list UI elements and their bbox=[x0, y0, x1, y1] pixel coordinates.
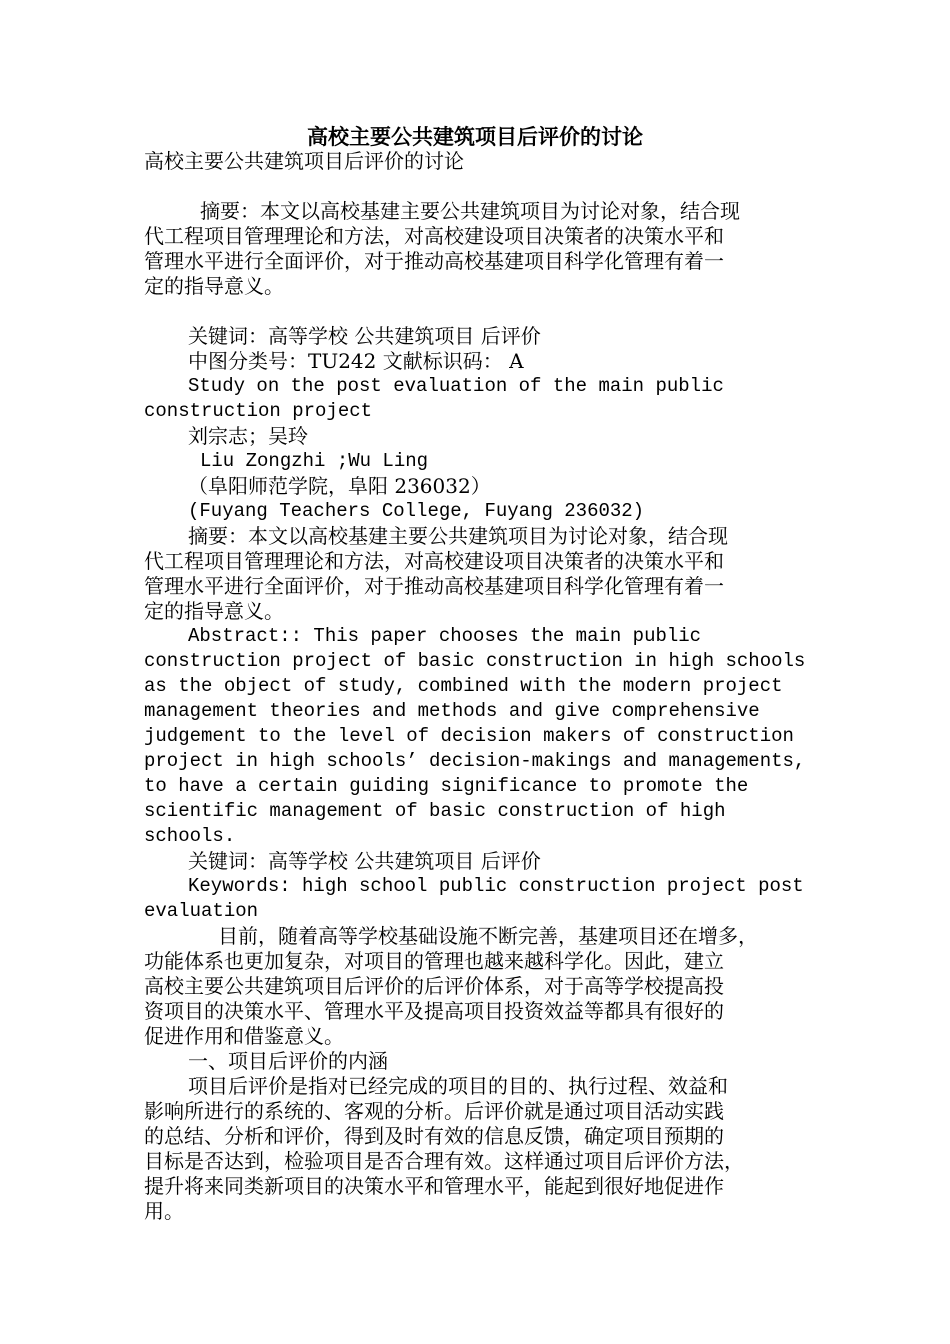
body-paragraph-line: 高校主要公共建筑项目后评价的后评价体系，对于高等学校提高投 bbox=[144, 974, 724, 998]
english-abstract-line: Abstract:: This paper chooses the main public bbox=[188, 625, 702, 647]
english-title-line: construction project bbox=[144, 400, 373, 422]
english-title-line: Study on the post evaluation of the main public bbox=[188, 375, 724, 397]
affiliation-english-line: (Fuyang Teachers College, Fuyang 236032) bbox=[188, 500, 645, 522]
body-paragraph-line: 提升将来同类新项目的决策水平和管理水平，能起到很好地促进作 bbox=[144, 1174, 724, 1198]
subtitle-line: 高校主要公共建筑项目后评价的讨论 bbox=[144, 149, 464, 173]
english-abstract-line: construction project of basic construction in high schools bbox=[144, 650, 806, 672]
english-keywords-line: Keywords: high school public construction project post bbox=[188, 875, 804, 897]
english-abstract-line: project in high schools’ decision-makings and managements, bbox=[144, 750, 806, 772]
body-paragraph-line: 用。 bbox=[144, 1199, 184, 1223]
keywords-line: 关键词：高等学校 公共建筑项目 后评价 bbox=[188, 849, 541, 873]
english-abstract-line: management theories and methods and give comprehensive bbox=[144, 700, 760, 722]
body-paragraph-line: 项目后评价是指对已经完成的项目的目的、执行过程、效益和 bbox=[188, 1074, 728, 1098]
document-title: 高校主要公共建筑项目后评价的讨论 bbox=[307, 124, 643, 149]
body-paragraph-line: 目标是否达到，检验项目是否合理有效。这样通过项目后评价方法， bbox=[144, 1149, 744, 1173]
english-abstract-line: as the object of study, combined with the modern project bbox=[144, 675, 783, 697]
english-abstract-line: scientific management of basic construction of high bbox=[144, 800, 726, 822]
english-abstract-line: to have a certain guiding significance to promote the bbox=[144, 775, 749, 797]
chinese-abstract-line: 管理水平进行全面评价，对于推动高校基建项目科学化管理有着一 bbox=[144, 249, 724, 273]
authors-english-line: Liu Zongzhi ;Wu Ling bbox=[200, 450, 429, 472]
english-keywords-line: evaluation bbox=[144, 900, 259, 922]
section-heading: 一、项目后评价的内涵 bbox=[188, 1049, 388, 1073]
keywords-line: 关键词：高等学校 公共建筑项目 后评价 bbox=[188, 324, 541, 348]
body-paragraph-line: 的总结、分析和评价，得到及时有效的信息反馈，确定项目预期的 bbox=[144, 1124, 724, 1148]
chinese-abstract-line: 代工程项目管理理论和方法，对高校建设项目决策者的决策水平和 bbox=[144, 224, 724, 248]
abstract-line: 代工程项目管理理论和方法，对高校建设项目决策者的决策水平和 bbox=[144, 549, 724, 573]
chinese-abstract-line: 摘要：本文以高校基建主要公共建筑项目为讨论对象，结合现 bbox=[200, 199, 740, 223]
body-paragraph-line: 促进作用和借鉴意义。 bbox=[144, 1024, 344, 1048]
affiliation-line: （阜阳师范学院，阜阳 236032） bbox=[188, 474, 491, 498]
body-paragraph-line: 功能体系也更加复杂，对项目的管理也越来越科学化。因此，建立 bbox=[144, 949, 724, 973]
abstract-line: 定的指导意义。 bbox=[144, 599, 284, 623]
body-paragraph-line: 目前，随着高等学校基础设施不断完善，基建项目还在增多， bbox=[218, 924, 758, 948]
abstract-line: 摘要：本文以高校基建主要公共建筑项目为讨论对象，结合现 bbox=[188, 524, 728, 548]
body-paragraph-line: 影响所进行的系统的、客观的分析。后评价就是通过项目活动实践 bbox=[144, 1099, 724, 1123]
abstract-line: 管理水平进行全面评价，对于推动高校基建项目科学化管理有着一 bbox=[144, 574, 724, 598]
body-paragraph-line: 资项目的决策水平、管理水平及提高项目投资效益等都具有很好的 bbox=[144, 999, 724, 1023]
chinese-abstract-line: 定的指导意义。 bbox=[144, 274, 284, 298]
classification-line: 中图分类号：TU242 文献标识码： A bbox=[188, 349, 524, 373]
authors-line: 刘宗志；吴玲 bbox=[188, 424, 308, 448]
english-abstract-line: judgement to the level of decision makers of construction bbox=[144, 725, 794, 747]
english-abstract-line: schools. bbox=[144, 825, 236, 847]
